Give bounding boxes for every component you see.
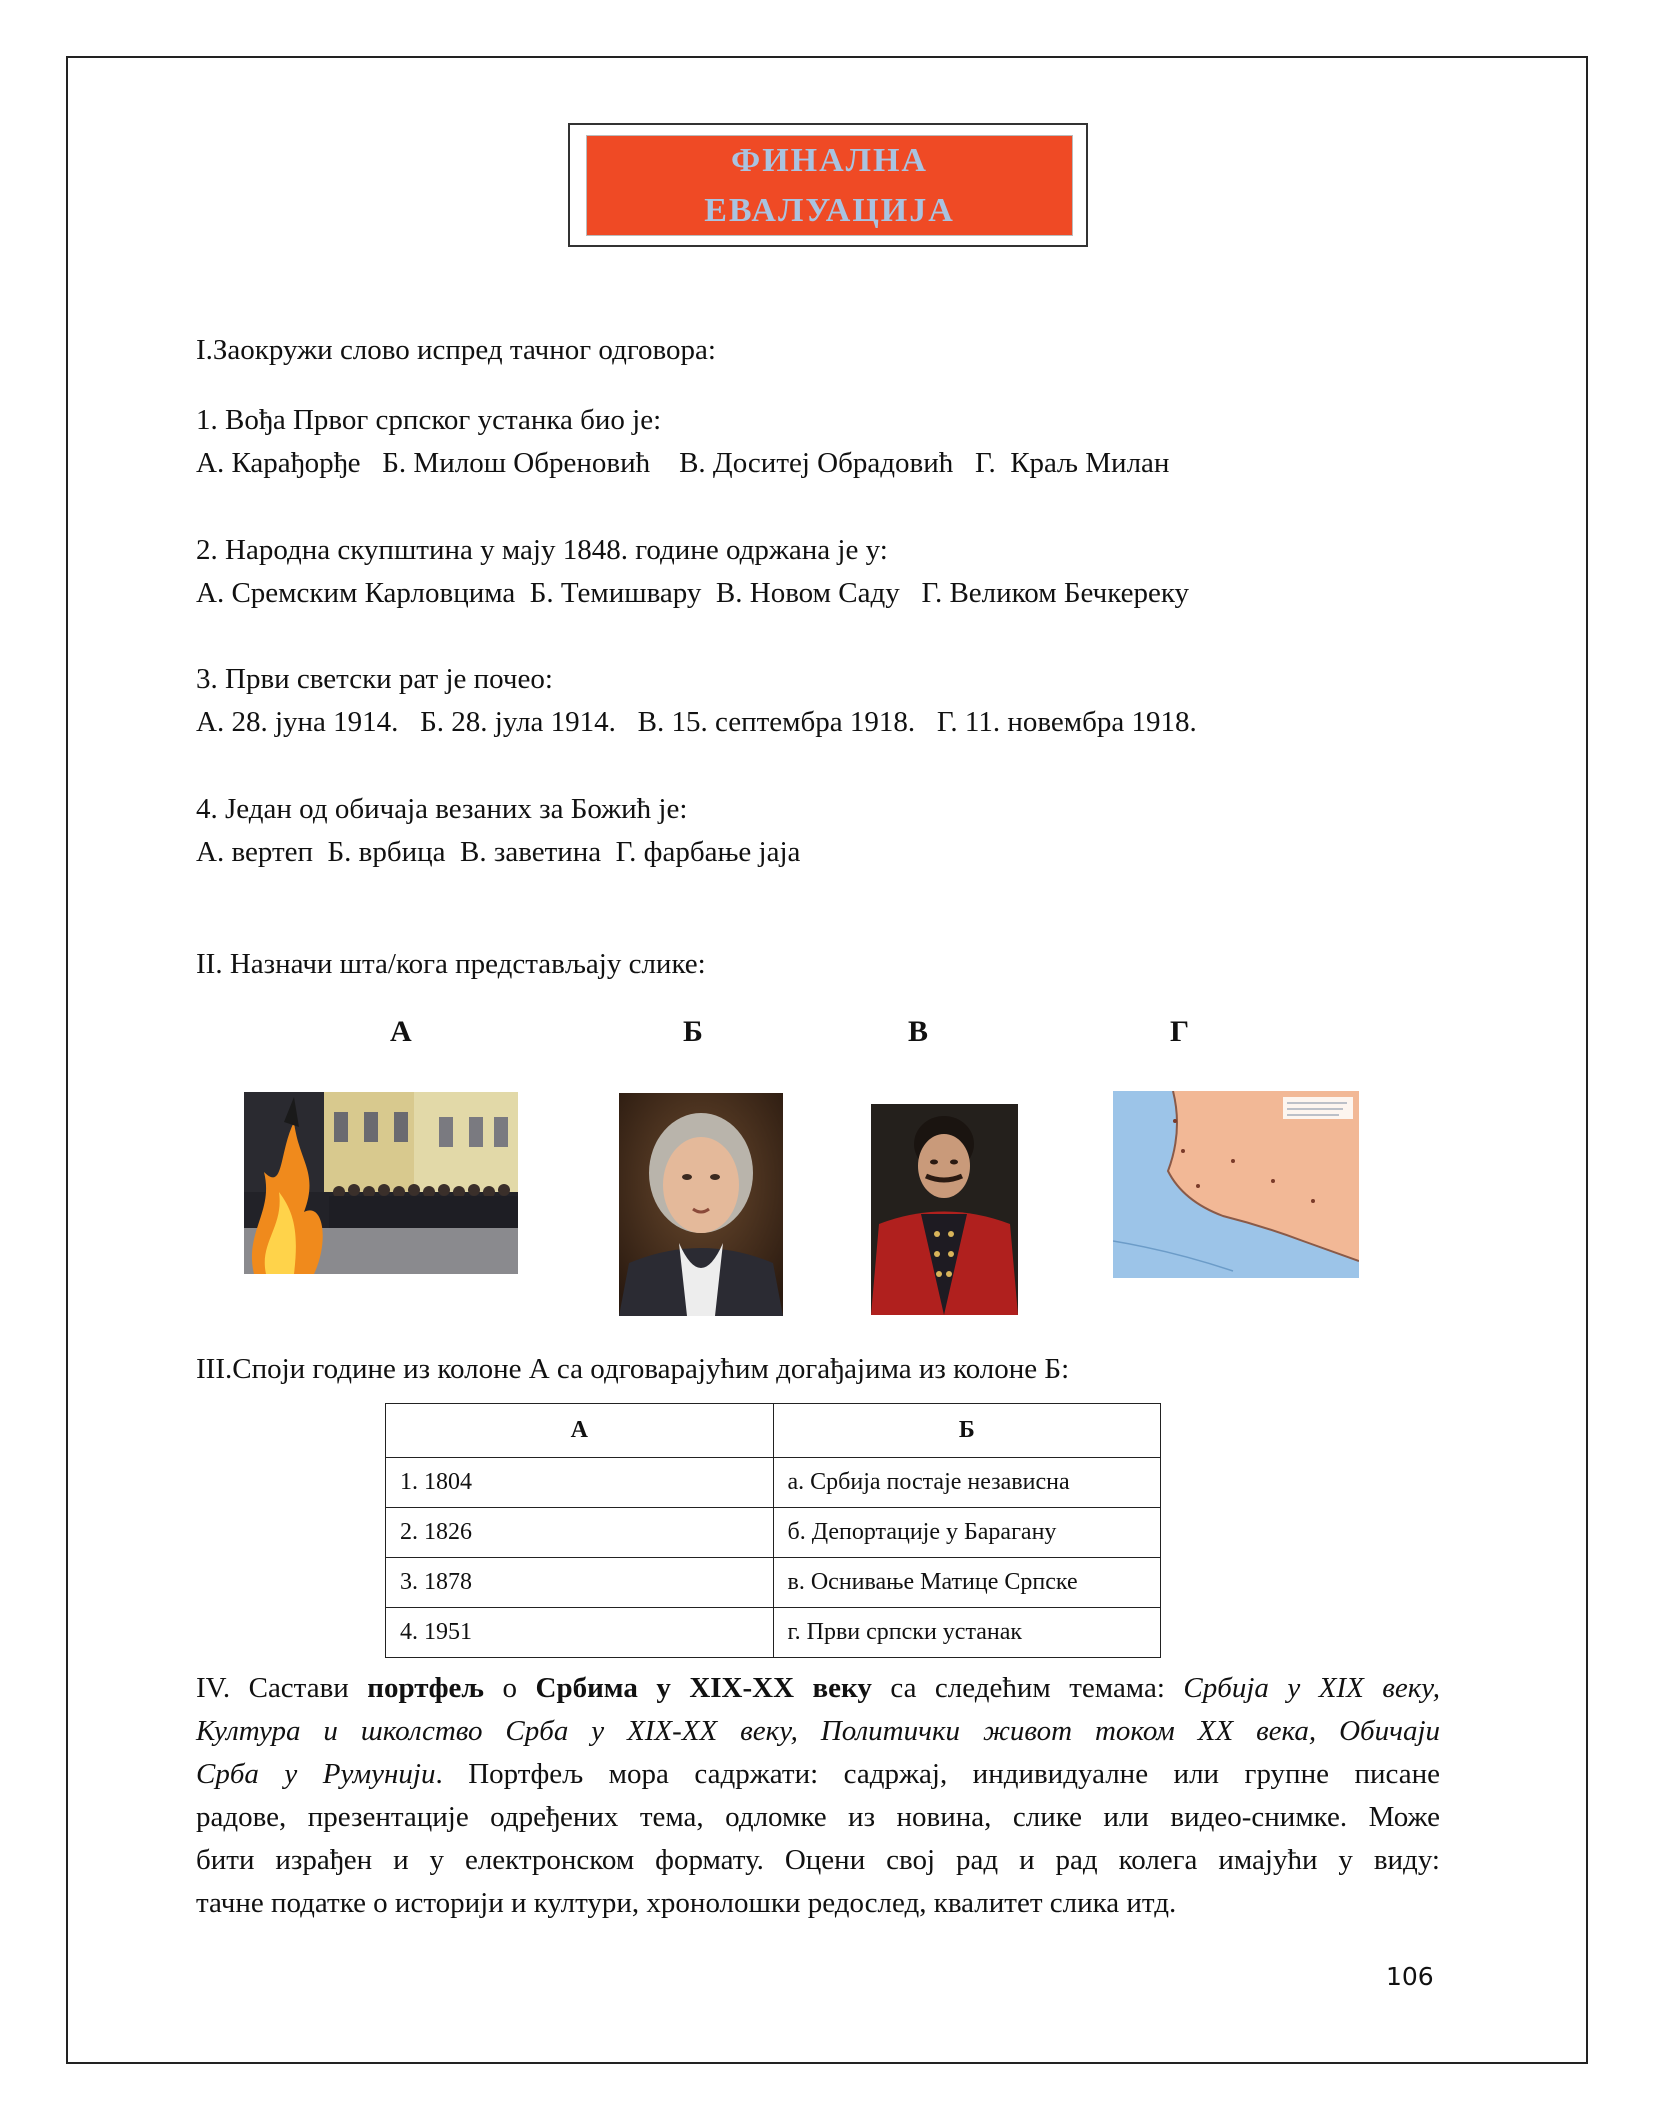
bonfire-photo xyxy=(244,1092,518,1274)
year-cell: 2. 1826 xyxy=(386,1508,774,1558)
year-cell: 1. 1804 xyxy=(386,1458,774,1508)
question-2: 2. Народна скупштина у мају 1848. године одржана је у: xyxy=(196,534,888,566)
year-cell: 4. 1951 xyxy=(386,1608,774,1658)
answers-2: А. Сремским Карловцима Б. Темишвару В. Новом Саду Г. Великом Бечкереку xyxy=(196,577,1189,609)
picture-label-a: А xyxy=(390,1015,412,1048)
task-italic-topic: Срба у Румунији xyxy=(196,1758,436,1790)
portrait-v-photo xyxy=(871,1104,1018,1315)
event-cell: б. Депортације у Барагану xyxy=(773,1508,1161,1558)
question-1: 1. Вођа Првог српског устанка био је: xyxy=(196,404,662,436)
table-row xyxy=(386,1508,1161,1558)
answers-1: А. Карађорђе Б. Милош Обреновић В. Доситеј Обрадовић Г. Краљ Милан xyxy=(196,447,1170,479)
picture-label-g: Г xyxy=(1170,1015,1190,1048)
section3-heading: III.Споји године из колоне А са одговарајућим догађајима из колоне Б: xyxy=(196,1353,1070,1385)
table-row xyxy=(386,1458,1161,1508)
task-text: IV. Састави xyxy=(196,1672,368,1704)
section1-heading: I.Заокружи слово испред тачног одговора: xyxy=(196,334,716,366)
task-bold-portfolio: портфељ xyxy=(367,1672,485,1704)
matching-table xyxy=(385,1403,1161,1658)
picture-label-v: В xyxy=(908,1015,929,1048)
page-number: 106 xyxy=(1386,1962,1434,1991)
event-cell: а. Србија постаје независна xyxy=(773,1458,1161,1508)
column-header-a: А xyxy=(386,1404,774,1458)
table-row xyxy=(386,1608,1161,1658)
event-cell: г. Први српски устанак xyxy=(773,1608,1161,1658)
task-text: . Портфељ мора садржати: садржај, индивидуалне или групне писане xyxy=(435,1758,1440,1790)
question-4: 4. Један од обичаја везаних за Божић је: xyxy=(196,793,688,825)
portfolio-task xyxy=(196,1667,1440,1925)
task-line-4: радове, презентације одређених тема, одломке из новина, слике или видео-снимке. Може xyxy=(196,1801,1440,1833)
picture-label-b: Б xyxy=(683,1015,703,1048)
task-bold-topic: Србима у XIX-XX веку xyxy=(535,1672,872,1704)
task-line-5: бити израђен и у електронском формату. Оцени свој рад и рад колега имајући у виду: xyxy=(196,1844,1440,1876)
portrait-b-photo xyxy=(619,1093,783,1316)
question-3: 3. Први светски рат је почео: xyxy=(196,663,553,695)
task-italic-topic: Србија у XIX веку, xyxy=(1183,1672,1440,1704)
column-header-b: Б xyxy=(773,1404,1161,1458)
task-text: о xyxy=(484,1672,536,1704)
task-line-1 xyxy=(196,1667,1440,1710)
task-line-6: тачне податке о историји и култури, хронолошки редослед, квалитет слика итд. xyxy=(196,1887,1177,1919)
task-line-2 xyxy=(196,1710,1440,1753)
title-box xyxy=(586,135,1073,236)
task-line-3 xyxy=(196,1753,1440,1796)
section2-heading: II. Назначи шта/кога представљају слике: xyxy=(196,948,706,980)
answers-3: А. 28. јуна 1914. Б. 28. јула 1914. В. 15. септембра 1918. Г. 11. новембра 1918. xyxy=(196,706,1197,738)
event-cell: в. Оснивање Матице Српске xyxy=(773,1558,1161,1608)
table-header-row xyxy=(386,1404,1161,1458)
title-line-1: ФИНАЛНА xyxy=(731,141,928,179)
task-italic-topics: Култура и школство Срба у XIX-XX веку, Политички живот током XX века, Обичаји xyxy=(196,1715,1440,1747)
title-line-2: ЕВАЛУАЦИЈА xyxy=(704,191,955,229)
task-text: са следећим темама: xyxy=(871,1672,1184,1704)
answers-4: А. вертеп Б. врбица В. заветина Г. фарбање јаја xyxy=(196,836,801,868)
map-image xyxy=(1113,1091,1359,1278)
year-cell: 3. 1878 xyxy=(386,1558,774,1608)
table-row xyxy=(386,1558,1161,1608)
